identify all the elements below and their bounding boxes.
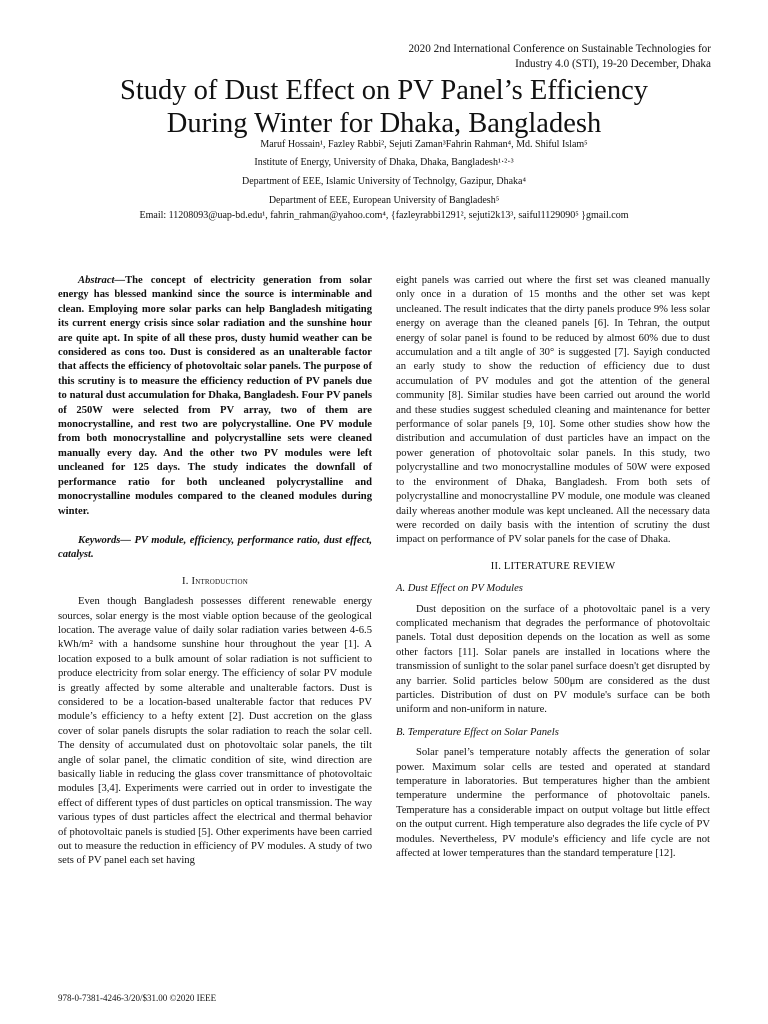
subsection-heading-temperature-effect: B. Temperature Effect on Solar Panels <box>396 726 559 738</box>
keywords-label: Keywords— <box>78 534 131 546</box>
title-line-2: During Winter for Dhaka, Bangladesh <box>166 108 602 139</box>
paper-title <box>0 74 768 140</box>
abstract <box>58 274 372 519</box>
affiliation-1: Institute of Energy, University of Dhaka, Dhaka, Bangladesh¹·²·³ <box>254 157 514 168</box>
conference-line-2: Industry 4.0 (STI), 19-20 December, Dhaka <box>515 58 711 70</box>
left-column <box>58 274 372 869</box>
affiliation-3: Department of EEE, European University of Bangladesh⁵ <box>268 195 500 206</box>
copyright-footer: 978-0-7381-4246-3/20/$31.00 ©2020 IEEE <box>58 993 217 1003</box>
dust-effect-paragraph: Dust deposition on the surface of a photovoltaic panel is a very complicated mechanism that degrades the performance of photovoltaic panels. Total dust deposition depends on the location as well as some other factors [11]. Solar panels are installed in locations where the transmission of sunlight to the solar panel surface doesn't get disrupted by any barrier. Solid particles below 500μm are considered as the dust particles. Distribution of dust on PV module's surface can be both uniform and non-uniform in nature. <box>396 603 710 716</box>
temperature-effect-paragraph: Solar panel’s temperature notably affects the generation of solar power. Maximum solar cells are tested and operated at standard temperature in laboratories. But temperatures higher than the ambient temperature undermine the performance of photovoltaic panels. Temperature has a considerable impact on output voltage but little effect on the output current. High temperature also degrades the life cycle of PV modules. Nevertheless, PV module's efficiency and life cycle are not affected at lower temperatures than the standard temperature [12]. <box>396 747 710 860</box>
author-emails: Email: 11208093@uap-bd.edu¹, fahrin_rahman@yahoo.com⁴, {fazleyrabbi1291², sejuti2k13³, saiful1129090⁵ }gmail.com <box>139 210 629 221</box>
abstract-label: Abstract— <box>78 275 126 286</box>
introduction-paragraph: Even though Bangladesh possesses different renewable energy sources, solar energy is the most viable option because of the geological location. The average value of daily solar radiation varies between 4-6.5 kWh/m² with a handsome sunshine hour throughout the year [1]. A location exposed to a bulk amount of solar radiation is not sufficient to produce electricity from solar energy. The efficiency of solar PV module is greatly affected by some alterable and unalterable factors. Dust is considered to be a location-based unalterable factor that reduces PV module’s efficiency to a hefty extent [2]. Dust accretion on the glass cover of solar panels disrupts the solar radiation to reach the solar cell. The density of accumulated dust on photovoltaic solar panels, the tilt angle of solar panel, the climatic condition of site, wind direction are basically liable in reducing the glass cover transmittance of photovoltaic modules [3,4]. Experiments were carried out in order to investigate the effect of different types of dust particles on optical transmission. The way various types of dust particles affect the electrical and thermal behavior of photovoltaic panels is studied [5]. Other experiments have been carried out to measure the reduction in efficiency of PV modules. A study of two sets of PV panel each set having <box>58 596 372 867</box>
affiliation-2: Department of EEE, Islamic University of Technolgy, Gazipur, Dhaka⁴ <box>242 176 526 187</box>
keywords-text: PV module, efficiency, performance ratio, dust effect, catalyst. <box>58 534 372 561</box>
subsection-heading-dust-effect: A. Dust Effect on PV Modules <box>396 583 523 595</box>
conference-line-1: 2020 2nd International Conference on Sustainable Technologies for <box>408 43 711 55</box>
section-heading-literature-review: II. LITERATURE REVIEW <box>490 560 616 572</box>
conference-header <box>331 42 711 72</box>
abstract-text: The concept of electricity generation from solar energy has blessed mankind since the source is interminable and clean. Employing more solar parks can help Bangladesh mitigating its current energy crisis since solar radiation and the sunshine hour are quite apt. In spite of all these pros, dusty humid weather can be considered as cons too. Dust is considered as an unalterable factor that affects the efficiency of photovoltaic solar panels. The purpose of this scrutiny is to measure the efficiency reduction of PV panels due to natural dust accumulation for Dhaka, Bangladesh. Four PV panels of 250W were selected from PV array, two of them are monocrystalline, and rest two are polycrystalline. One PV module from both monocrystalline and polycrystalline sets were cleaned manually every day. And the other two PV modules were left uncleaned for 125 days. The study indicates the downfall of performance ratio for both uncleaned polycrystalline and monocrystalline modules compared to the cleaned modules during winter. <box>58 275 372 517</box>
right-column <box>396 274 710 861</box>
keywords <box>58 534 372 563</box>
introduction-continued: eight panels was carried out where the first set was cleaned manually only once in a duration of 15 months and the other set was kept uncleaned. The result indicates that the dirty panels produce 9% less solar energy on average than the cleaned panels [6]. In Tehran, the output energy of solar panel is found to be reduced by almost 60% due to dust accumulation and a tilt angle of 30° is suggested [7]. Sayigh conducted an early study to show the reduction of efficiency due to dust accumulation of PV modules and got the attention of the general community [8]. Similar studies have been carried out around the world and these studies suggest scheduled cleaning and maintenance for better performance of solar panels [9, 10]. Some other studies show how the distribution and accumulation of dust particles have an impact on the power generation of photovoltaic solar panels. In this study, two polycrystalline and two monocrystalline modules of 50W were exposed to the environment of Dhaka, Bangladesh. From both sets of polycrystalline and monocrystalline PV module, one module was cleaned daily whereas another module was kept uncleaned. All the necessary data were recorded on daily basis with the intention of scrutiny the dust impact on performance of PV solar panels for the case of Dhaka. <box>396 275 710 546</box>
author-list: Maruf Hossain¹, Fazley Rabbi², Sejuti Zaman³Fahrin Rahman⁴, Md. Shiful Islam⁵ <box>260 139 588 150</box>
section-heading-introduction: I. Introduction <box>182 575 248 587</box>
title-line-1: Study of Dust Effect on PV Panel’s Efficiency <box>120 75 648 106</box>
